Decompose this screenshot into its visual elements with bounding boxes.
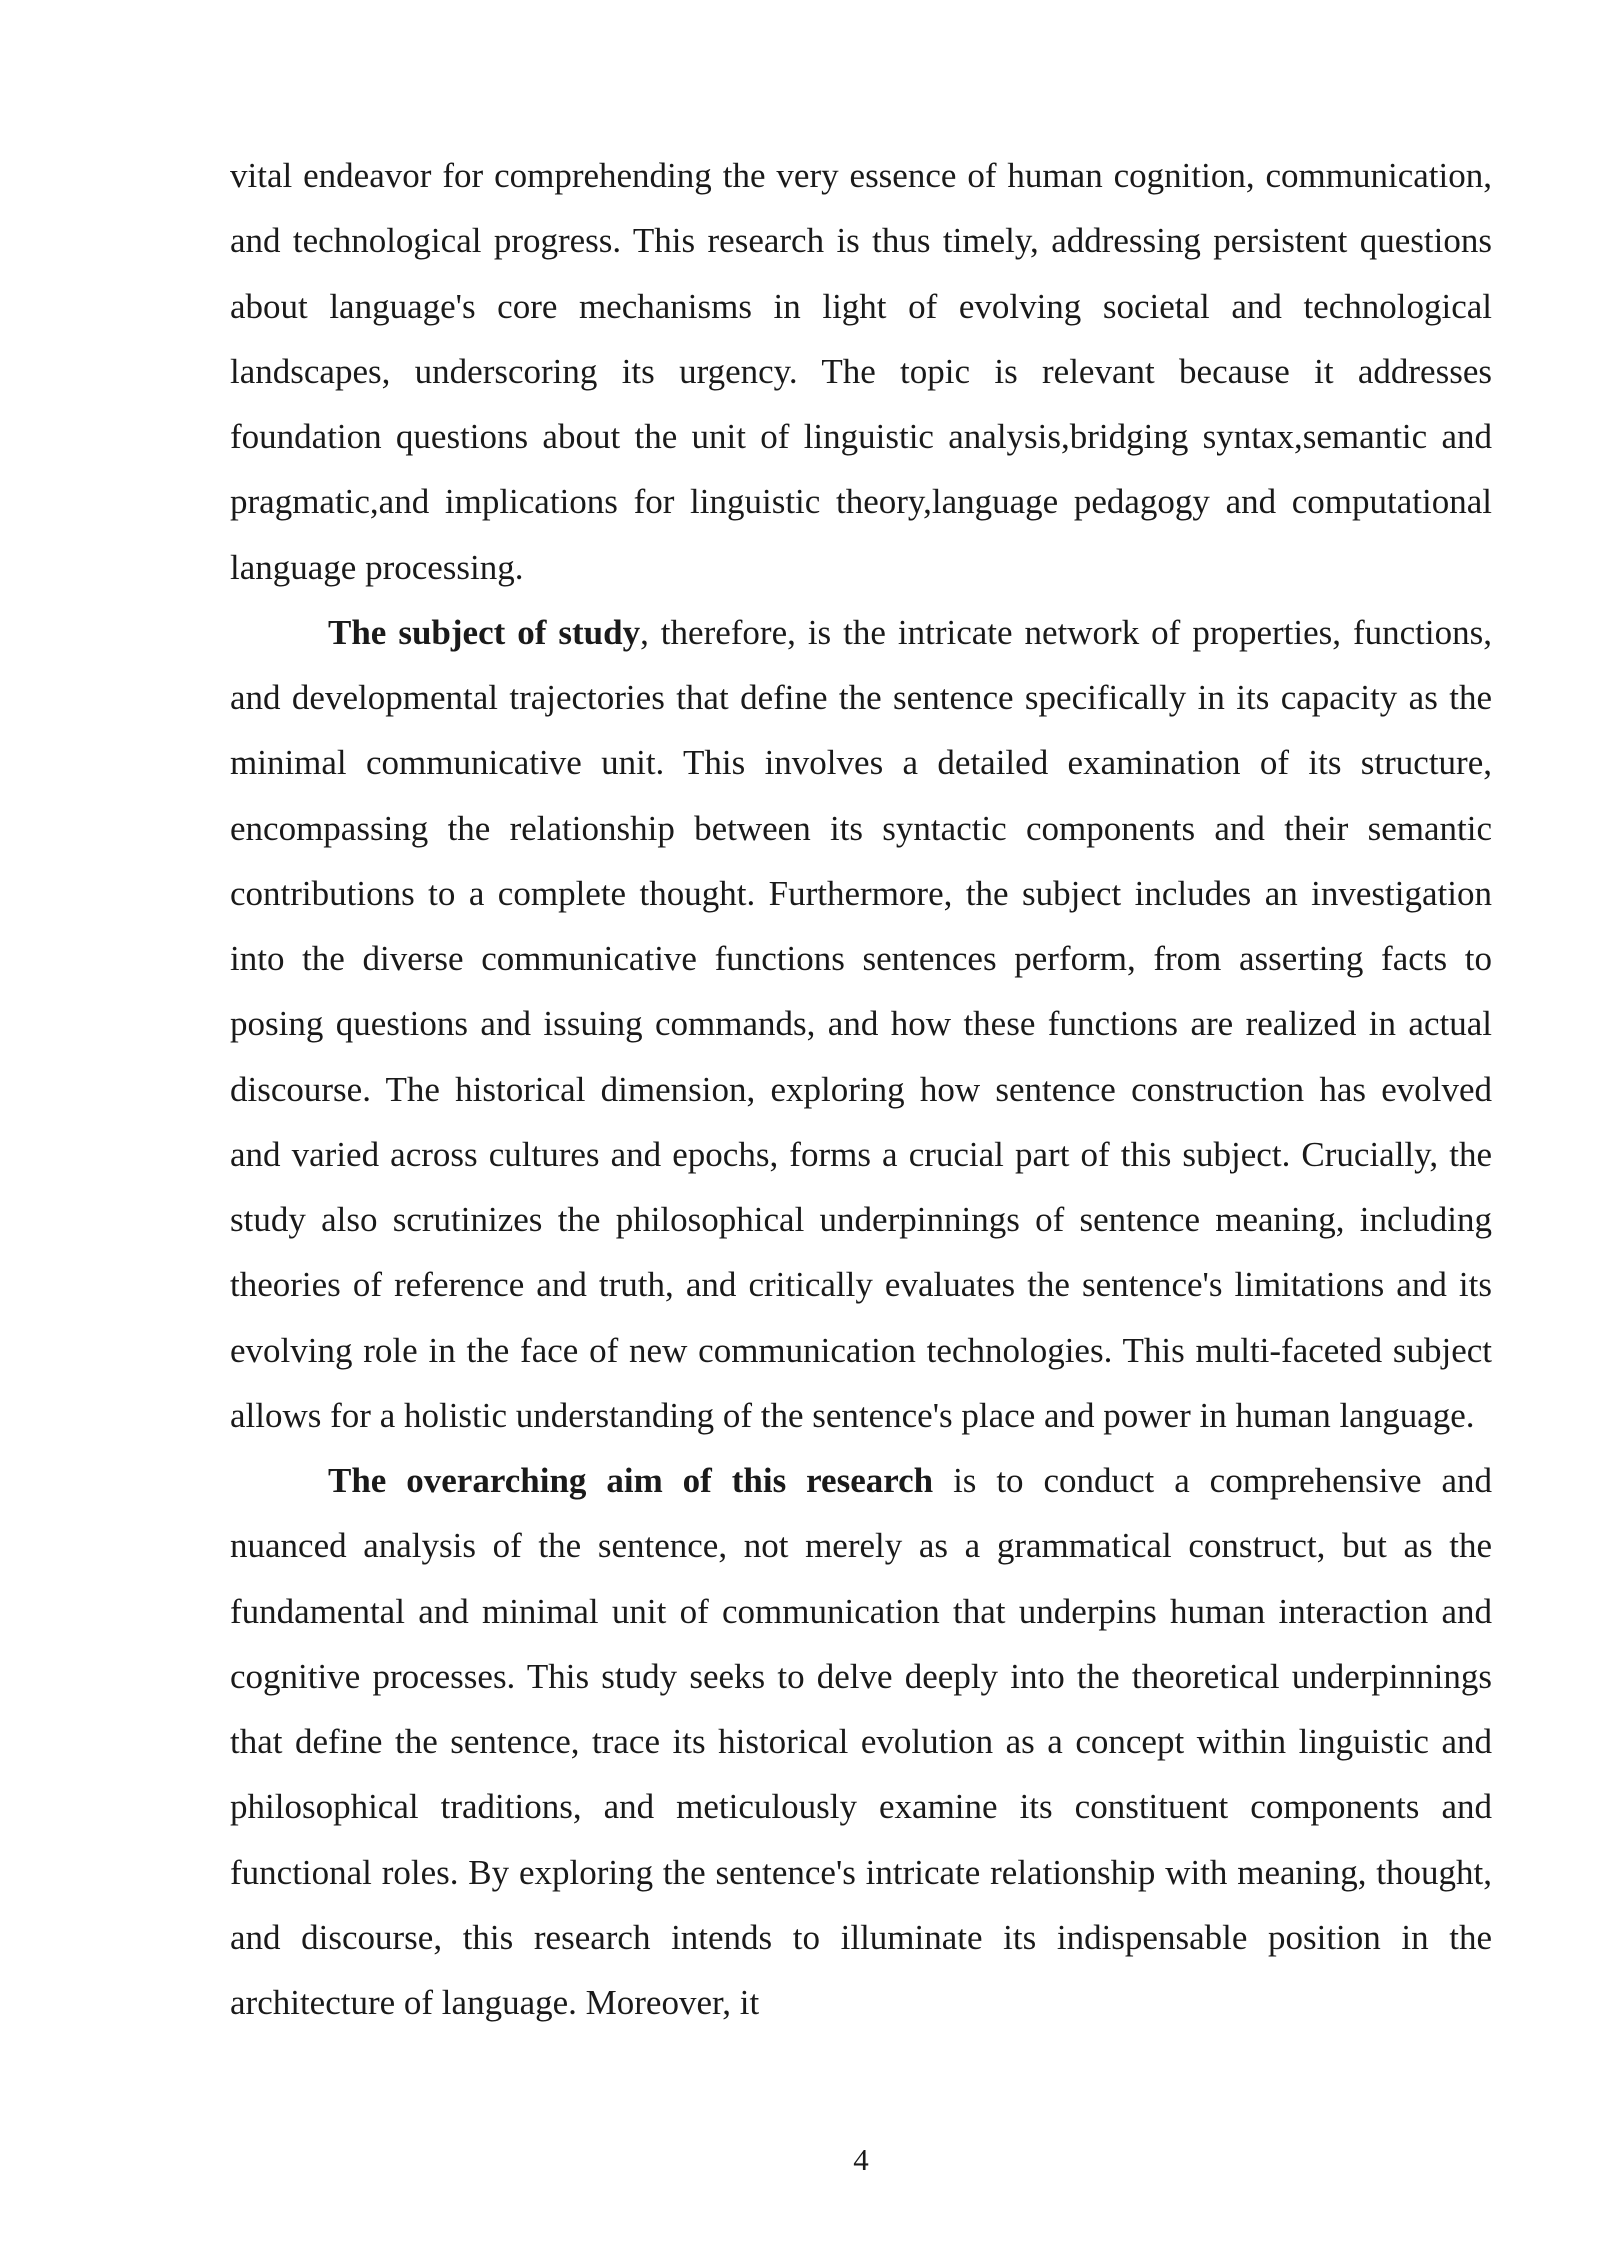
paragraph-lead-bold: The subject of study [328,612,641,652]
page-number: 4 [853,2142,869,2177]
paragraph-lead-bold: The overarching aim of this research [328,1461,934,1500]
paragraph-text: , therefore, is the intricate network of properties, functions, and developmental trajectories that define the sentence specifically in its capacity as the minimal communicative unit. This involves a detailed examination of its structure, encompassing the relationship between its syntactic components and their semantic contributions to a complete thought. Furthermore, the subject includes an investigation into the diverse communicative functions sentences perform, from asserting facts to posing questions and issuing commands, and how these functions are realized in actual discourse. The historical dimension, exploring how sentence construction has evolved and varied across cultures and epochs, forms a crucial part of this subject. Crucially, the study also scrutinizes the philosophical underpinnings of sentence meaning, including theories of reference and truth, and critically evaluates the sentence's limitations and its evolving role in the face of new communication technologies. This multi-faceted subject allows for a holistic understanding of the sentence's place and power in human language. [230,612,1493,1435]
body-text [230,143,1492,2035]
paragraph-subject-of-study [230,600,1492,1448]
paragraph-continuation [230,143,1492,600]
paragraph-research-aim [230,1448,1492,2035]
paragraph-text: is to conduct a comprehensive and nuanced analysis of the sentence, not merely as a grammatical construct, but as the fundamental and minimal unit of communication that underpins human interaction and cognitive processes. This study seeks to delve deeply into the theoretical underpinnings that define the sentence, trace its historical evolution as a concept within linguistic and philosophical traditions, and meticulously examine its constituent components and functional roles. By exploring the sentence's intricate relationship with meaning, thought, and discourse, this research intends to illuminate its indispensable position in the architecture of language. Moreover, it [230,1461,1492,2022]
paragraph-text: vital endeavor for comprehending the very essence of human cognition, communication, and technological progress. This research is thus timely, addressing persistent questions about language's core mechanisms in light of evolving societal and technological landscapes, underscoring its urgency. The topic is relevant because it addresses foundation questions about the unit of linguistic analysis,bridging syntax,semantic and pragmatic,and implications for linguistic theory,language pedagogy and computational language processing. [230,156,1492,587]
